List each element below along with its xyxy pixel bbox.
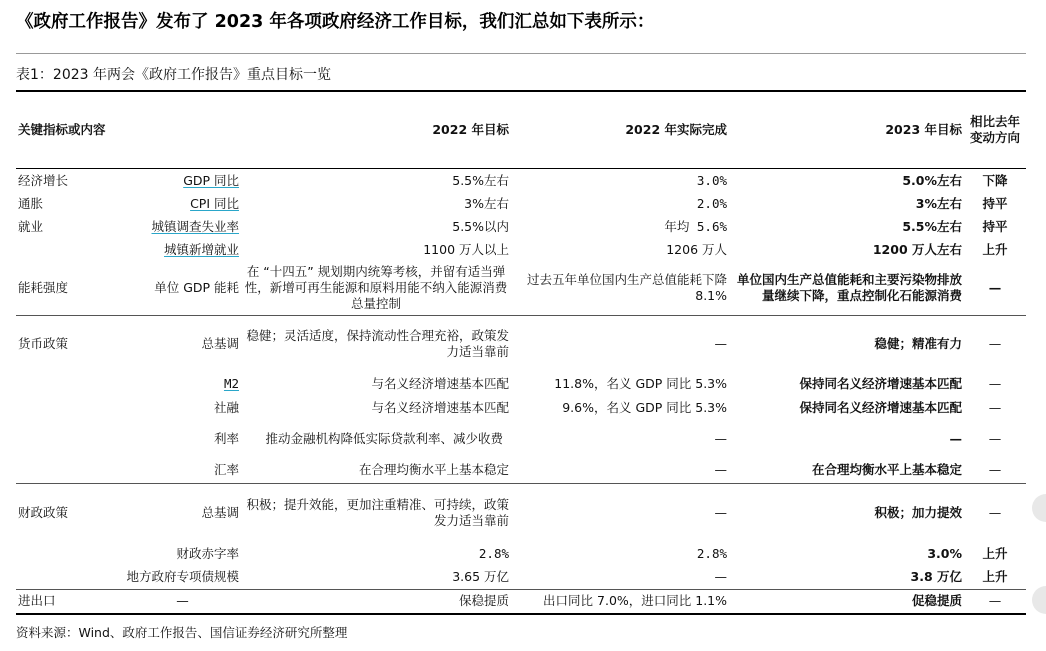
page-heading: 《政府工作报告》发布了 2023 年各项政府经济工作目标，我们汇总如下表所示： xyxy=(16,12,655,32)
cell-direction: 上升 xyxy=(982,569,1008,585)
table-row xyxy=(16,216,1026,239)
cell-group xyxy=(16,239,124,262)
header-direction: 相比去年变动方向 xyxy=(964,92,1026,169)
cell-actual-2022: 出口同比 7.0%，进口同比 1.1% xyxy=(543,593,728,609)
cell-actual-2022: 2.0% xyxy=(696,196,728,211)
cell-target-2022: 1100 万人以上 xyxy=(423,242,510,257)
cell-item: 总基调 xyxy=(201,504,240,520)
cell-item: GDP 同比 xyxy=(183,172,240,188)
edge-handle xyxy=(1032,586,1046,614)
cell-group xyxy=(16,458,124,484)
table-caption: 表1：2023 年两会《政府工作报告》重点目标一览 xyxy=(16,67,331,83)
cell-actual-2022: — xyxy=(511,458,729,484)
cell-actual-2022: — xyxy=(714,569,728,585)
cell-actual-2022: — xyxy=(714,504,728,520)
cell-group xyxy=(16,420,124,458)
cell-item: 财政赤字率 xyxy=(176,545,240,561)
cell-actual-2022: 2.8% xyxy=(696,545,728,561)
cell-item: 单位 GDP 能耗 xyxy=(124,262,241,316)
cell-group: 货币政策 xyxy=(18,335,69,351)
cell-target-2022: 5.5%以内 xyxy=(452,219,510,234)
cell-group: 能耗强度 xyxy=(16,262,124,316)
table-row xyxy=(16,193,1026,216)
cell-direction: — xyxy=(964,262,1026,316)
cell-target-2023: 5.0%左右 xyxy=(902,172,963,188)
cell-target-2023: 保持同名义经济增速基本匹配 xyxy=(799,399,963,415)
cell-direction: 持平 xyxy=(982,219,1008,234)
table-row xyxy=(16,484,1026,542)
cell-item: M2 xyxy=(223,375,240,391)
cell-target-2023: 3.8 万亿 xyxy=(910,569,963,585)
cell-target-2023: 稳健；精准有力 xyxy=(874,335,963,351)
cell-direction: 下降 xyxy=(982,172,1008,188)
table-row xyxy=(16,420,1026,458)
cell-target-2023: 积极；加力提效 xyxy=(874,504,963,520)
cell-target-2023: 促稳提质 xyxy=(912,593,963,609)
cell-actual-2022: — xyxy=(714,430,728,446)
cell-target-2023: 3%左右 xyxy=(915,196,963,211)
cell-group xyxy=(16,542,124,566)
cell-target-2022: 3.65 万亿 xyxy=(452,569,510,585)
cell-group xyxy=(16,396,124,420)
cell-target-2023: 在合理均衡水平上基本稳定 xyxy=(729,458,964,484)
cell-group: 就业 xyxy=(18,219,44,234)
table-row xyxy=(16,372,1026,396)
cell-target-2022: 与名义经济增速基本匹配 xyxy=(371,375,510,391)
cell-actual-2022: 年均 5.6% xyxy=(664,219,728,234)
cell-actual-2022: 11.8%，名义 GDP 同比 5.3% xyxy=(554,375,728,391)
cell-item: CPI 同比 xyxy=(190,196,240,211)
cell-target-2022: 3%左右 xyxy=(464,196,510,211)
cell-direction: — xyxy=(988,430,1002,446)
cell-direction: 上升 xyxy=(982,242,1008,257)
cell-group: 财政政策 xyxy=(18,504,69,520)
table-row xyxy=(16,458,1026,484)
table-row xyxy=(16,542,1026,566)
header-actual-2022: 2022 年实际完成 xyxy=(511,92,729,169)
table-row xyxy=(16,316,1026,372)
cell-direction: — xyxy=(988,399,1002,415)
cell-target-2022: 在 “十四五” 规划期内统筹考核，并留有适当弹性，新增可再生能源和原料用能不纳入能源消费总量控制 xyxy=(241,262,511,316)
cell-target-2023: 5.5%左右 xyxy=(902,219,963,234)
cell-target-2022: 5.5%左右 xyxy=(452,172,510,188)
cell-target-2023: — xyxy=(949,430,963,446)
cell-target-2022: 保稳提质 xyxy=(459,593,510,609)
table-row xyxy=(16,262,1026,316)
cell-group: 进出口 xyxy=(18,593,56,609)
cell-target-2023: 保持同名义经济增速基本匹配 xyxy=(799,375,963,391)
cell-target-2023: 单位国内生产总值能耗和主要污染物排放量继续下降，重点控制化石能源消费 xyxy=(729,262,964,316)
cell-direction: — xyxy=(988,504,1002,520)
cell-item: 城镇新增就业 xyxy=(164,242,240,257)
header-target-2023: 2023 年目标 xyxy=(729,92,964,169)
cell-group: 通胀 xyxy=(18,196,44,211)
cell-item: 利率 xyxy=(214,430,240,446)
cell-target-2023: 3.0% xyxy=(927,545,963,561)
cell-target-2023: 1200 万人左右 xyxy=(872,242,963,257)
cell-direction: 上升 xyxy=(982,545,1008,561)
cell-item: 城镇调查失业率 xyxy=(151,219,240,234)
cell-target-2022: 2.8% xyxy=(478,545,510,561)
cell-direction: — xyxy=(988,335,1002,351)
cell-group xyxy=(16,566,124,590)
cell-target-2022: 推动金融机构降低实际贷款利率、减少收费 xyxy=(265,430,504,446)
table-row xyxy=(16,590,1026,614)
targets-table xyxy=(16,92,1026,615)
cell-actual-2022: 9.6%，名义 GDP 同比 5.3% xyxy=(562,399,728,415)
cell-direction: — xyxy=(988,593,1002,609)
cell-actual-2022: 过去五年单位国内生产总值能耗下降 8.1% xyxy=(511,262,729,316)
table-header-row xyxy=(16,92,1026,169)
edge-handle xyxy=(1032,494,1046,522)
header-indicator: 关键指标或内容 xyxy=(16,92,241,169)
cell-item: — xyxy=(176,593,189,609)
cell-item: 地方政府专项债规模 xyxy=(126,569,240,585)
cell-target-2022: 稳健；灵活适度，保持流动性合理充裕，政策发力适当靠前 xyxy=(246,327,510,359)
cell-target-2022: 积极；提升效能，更加注重精准、可持续，政策发力适当靠前 xyxy=(246,496,510,528)
cell-actual-2022: 3.0% xyxy=(696,172,728,188)
cell-direction: 持平 xyxy=(982,196,1008,211)
table-row xyxy=(16,169,1026,193)
cell-target-2022: 与名义经济增速基本匹配 xyxy=(371,399,510,415)
cell-actual-2022: 1206 万人 xyxy=(666,242,728,257)
cell-group xyxy=(16,372,124,396)
table-row xyxy=(16,566,1026,590)
cell-actual-2022: — xyxy=(714,335,728,351)
header-target-2022: 2022 年目标 xyxy=(241,92,511,169)
table-row xyxy=(16,396,1026,420)
cell-item: 汇率 xyxy=(124,458,241,484)
table-row xyxy=(16,239,1026,262)
cell-item: 总基调 xyxy=(201,335,240,351)
cell-item: 社融 xyxy=(214,399,240,415)
cell-direction: — xyxy=(988,375,1002,391)
source-note: 资料来源：Wind、政府工作报告、国信证券经济研究所整理 xyxy=(16,625,348,640)
cell-target-2022: 在合理均衡水平上基本稳定 xyxy=(241,458,511,484)
cell-direction: — xyxy=(964,458,1026,484)
cell-group: 经济增长 xyxy=(18,172,69,188)
heading-rule xyxy=(16,53,1026,54)
